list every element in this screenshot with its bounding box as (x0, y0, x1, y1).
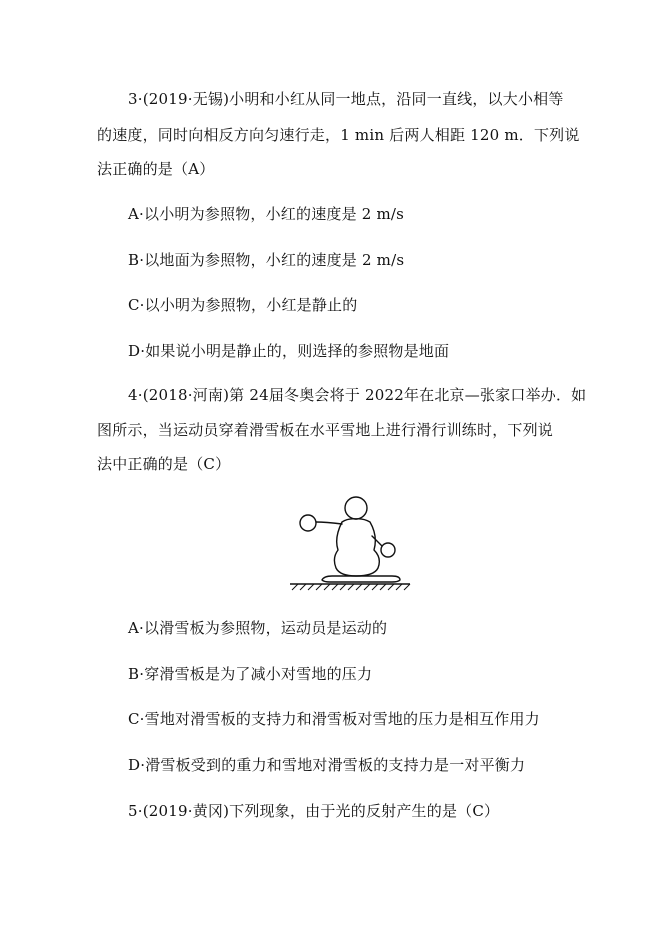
q3-line-2: 的速度，同时向相反方向匀速行走，1 min 后两人相距 120 m．下列说 (97, 126, 580, 144)
q3-option-d: D·如果说小明是静止的，则选择的参照物是地面 (128, 342, 450, 360)
q4-option-c: C·雪地对滑雪板的支持力和滑雪板对雪地的压力是相互作用力 (128, 710, 540, 728)
q3-line-3: 法正确的是（A） (97, 160, 215, 178)
q3-option-c: C·以小明为参照物，小红是静止的 (128, 296, 358, 314)
q4-option-b: B·穿滑雪板是为了减小对雪地的压力 (128, 665, 373, 683)
skier-right-arm (372, 536, 382, 546)
q4-line-2: 图所示，当运动员穿着滑雪板在水平雪地上进行滑行训练时，下列说 (97, 421, 554, 439)
q4-option-a: A·以滑雪板为参照物，运动员是运动的 (128, 619, 388, 637)
skier-body (334, 519, 379, 576)
q3-option-b: B·以地面为参照物，小红的速度是 2 m/s (128, 251, 405, 269)
skier-head (345, 497, 367, 519)
skier-right-hand (381, 543, 395, 557)
ground-hatching (292, 584, 410, 590)
q5-line-1: 5·(2019·黄冈)下列现象，由于光的反射产生的是（C） (128, 802, 500, 820)
q4-option-d: D·滑雪板受到的重力和雪地对滑雪板的支持力是一对平衡力 (128, 756, 526, 774)
snowboard (322, 576, 400, 582)
skier-left-hand (300, 515, 316, 531)
skier-left-arm (316, 522, 342, 524)
q4-line-3: 法中正确的是（C） (97, 455, 231, 473)
q3-option-a: A·以小明为参照物，小红的速度是 2 m/s (128, 205, 405, 223)
q3-line-1: 3·(2019·无锡)小明和小红从同一地点，沿同一直线，以大小相等 (128, 90, 564, 108)
q4-line-1: 4·(2018·河南)第 24届冬奥会将于 2022年在北京—张家口举办．如 (128, 386, 587, 404)
skier-on-snowboard-figure (276, 492, 422, 592)
